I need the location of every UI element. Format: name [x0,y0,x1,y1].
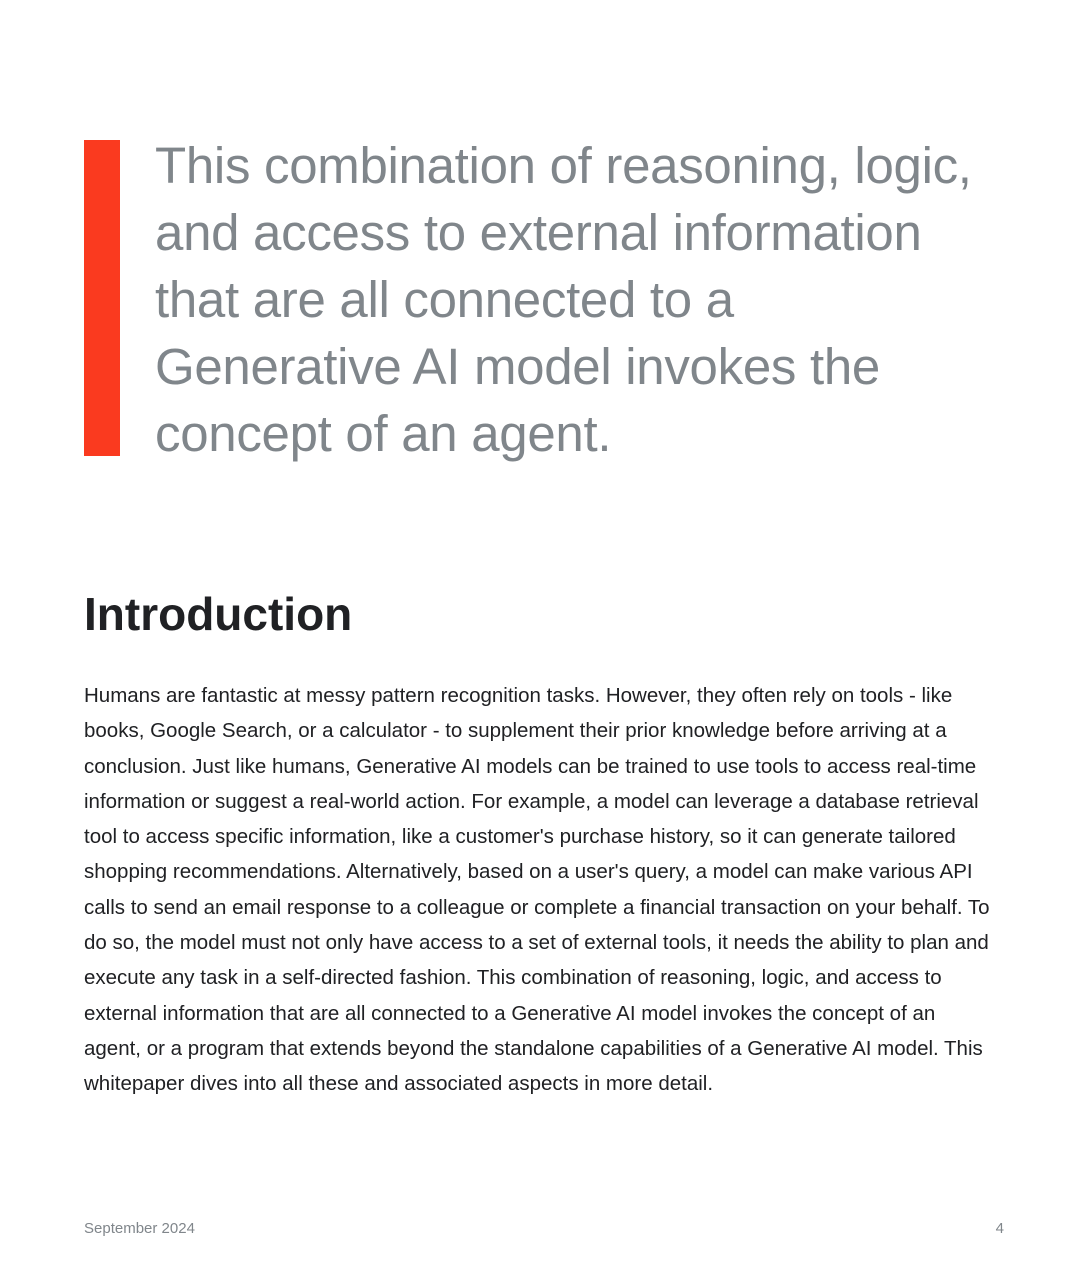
page-number: 4 [995,1220,1004,1237]
section-heading: Introduction [84,588,353,640]
pull-quote [84,137,984,462]
body-paragraph: Humans are fantastic at messy pattern recognition tasks. However, they often rely on tools - like books, Google Search, or a calculator - to supplement their prior knowledge before arriving at a conclusion. Just like humans, Generative AI models can be trained to use tools to access real-time information or suggest a real-world action. For example, a model can leverage a database retrieval tool to access specific information, like a customer's purchase history, so it can generate tailored shopping recommendations. Alternatively, based on a user's query, a model can make various API calls to send an email response to a colleague or complete a financial transaction on your behalf. To do so, the model must not only have access to a set of external tools, it needs the ability to plan and execute any task in a self-directed fashion. This combination of reasoning, logic, and access to external information that are all connected to a Generative AI model invokes the concept of an agent, or a program that extends beyond the standalone capabilities of a Generative AI model. This whitepaper dives into all these and associated aspects in more detail. [84,684,990,1096]
pull-quote-accent-bar [84,140,120,456]
pull-quote-text: This combination of reasoning, logic, and access to external information that are all connected to a Generative AI model invokes the concept of an agent. [155,137,972,462]
footer-date: September 2024 [84,1220,195,1237]
